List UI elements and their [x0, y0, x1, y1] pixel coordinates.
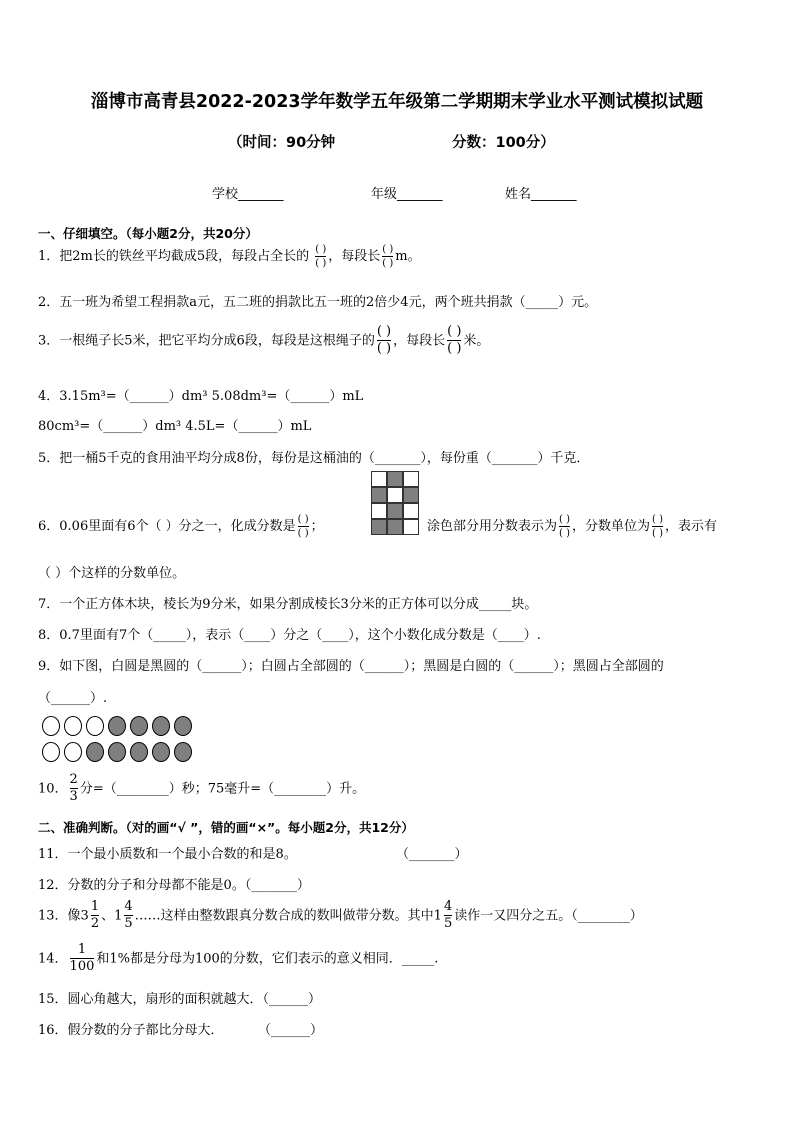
grid-cell-2-2: [403, 503, 419, 519]
question-12: 12．分数的分子和分母都不能是0。（_______）: [38, 878, 310, 893]
black-circle: [108, 742, 126, 762]
q6-text-d: ，表示有: [665, 519, 718, 534]
black-circle: [130, 742, 148, 762]
q6-fraction-3[interactable]: [652, 514, 663, 539]
q6-f1-den: ( ): [297, 528, 309, 539]
q10-text: 分=（________）秒；75毫升=（________）升。: [79, 781, 366, 797]
name-field[interactable]: 姓名_______: [505, 187, 577, 202]
grade-field[interactable]: 年级_______: [371, 187, 443, 202]
black-circle: [86, 742, 104, 762]
q14-text: 和1%都是分母为100的分数，它们表示的意义相同．_____.: [96, 951, 439, 967]
q3-fraction-1[interactable]: [377, 325, 391, 357]
grid-cell-3-1: [387, 519, 403, 535]
q1-text-a: 1．把2m长的铁丝平均截成5段，每段占全长的: [38, 249, 310, 264]
grid-cell-1-2: [403, 487, 419, 503]
q10-number: 10．: [38, 781, 68, 797]
white-circle: [42, 716, 60, 736]
q13-text-a: 13．像3: [38, 908, 89, 924]
q6-f2-den: ( ): [559, 528, 570, 539]
q3-f1-den: ( ): [376, 341, 392, 357]
question-6: 6．0.06里面有6个（ ）分之一，化成分数是 $\frac{( )}{( )}$ ；: [38, 514, 324, 539]
q13-f1-num: 1: [90, 899, 100, 914]
black-circle: [108, 716, 126, 736]
q3-text-c: 米。: [463, 333, 490, 349]
q3-f1-num: ( ): [376, 324, 392, 339]
question-5: 5．把一桶5千克的食用油平均分成8份，每份是这桶油的（_______），每份重（_______）千克．: [38, 451, 590, 466]
q1-fraction-2[interactable]: [382, 244, 393, 269]
q14-num: 1: [77, 942, 87, 957]
q6-f2-num: ( ): [559, 514, 570, 525]
score-label: 分数：100分）: [452, 135, 555, 151]
question-8: 8．0.7里面有7个（_____），表示（____）分之（____），这个小数化成分数是（____）.: [38, 628, 541, 643]
question-3: [38, 325, 489, 357]
q3-text-b: ，每段长: [393, 333, 446, 349]
grid-cell-2-0: [371, 503, 387, 519]
q13-f2-num: 4: [124, 899, 133, 914]
grid-cell-1-1: [387, 487, 403, 503]
question-7: 7．一个正方体木块，棱长为9分米，如果分割成棱长3分米的正方体可以分成_____块。: [38, 597, 538, 612]
q13-fraction-1: [91, 900, 99, 932]
black-circle: [174, 742, 192, 762]
q3-f2-den: ( ): [447, 341, 462, 357]
section-2-heading: 二、准确判断。（对的画“√ ”，错的画“×”。每小题2分，共12分）: [38, 820, 414, 835]
grid-cell-0-1: [387, 471, 403, 487]
q10-den: 3: [69, 789, 78, 805]
question-16: 16．假分数的分子都比分母大．: [38, 1023, 224, 1038]
q6-fraction-2[interactable]: [559, 514, 570, 539]
black-circle: [174, 716, 192, 736]
question-6-line2: （ ）个这样的分数单位。: [38, 566, 186, 581]
q1-f2-num: ( ): [382, 244, 394, 255]
school-field[interactable]: 学校_______: [212, 187, 284, 202]
q11-answer-blank[interactable]: （_______）: [396, 847, 468, 862]
q13-f3-den: 5: [443, 916, 453, 932]
grid-cell-3-0: [371, 519, 387, 535]
q6-text-a: 6．0.06里面有6个（ ）分之一，化成分数是: [38, 519, 296, 534]
q13-f2-den: 5: [124, 916, 133, 932]
q1-text-b: ，每段长: [328, 249, 381, 264]
q1-fraction-1[interactable]: [315, 244, 326, 269]
q3-fraction-2[interactable]: [447, 325, 461, 357]
question-13: [38, 900, 643, 932]
q13-f1-den: 2: [90, 916, 100, 932]
question-1: [38, 244, 421, 269]
q1-text-c: m。: [395, 249, 421, 264]
shaded-grid-figure: [371, 471, 419, 535]
black-circle: [152, 716, 170, 736]
white-circle: [64, 742, 82, 762]
white-circle: [42, 742, 60, 762]
question-6-part2: [427, 514, 717, 539]
question-11: 11．一个最小质数和一个最小合数的和是8。: [38, 847, 297, 862]
q13-fraction-3: [444, 900, 452, 932]
q10-fraction: [70, 773, 78, 805]
q6-text-b: 涂色部分用分数表示为: [427, 519, 558, 534]
page-title: 淄博市高青县2022-2023学年数学五年级第二学期期末学业水平测试模拟试题: [90, 92, 704, 112]
question-4a: 4．3.15m³=（______）dm³ 5.08dm³=（______）mL: [38, 389, 364, 404]
q6-f1-num: ( ): [297, 514, 309, 525]
time-label: （时间：90分钟: [228, 135, 336, 151]
grid-cell-0-0: [371, 471, 387, 487]
grid-cell-1-0: [371, 487, 387, 503]
q14-den: 100: [69, 959, 95, 975]
grid-cell-2-1: [387, 503, 403, 519]
q13-text-b: 、1: [101, 908, 123, 924]
q14-number: 14．: [38, 951, 68, 967]
q1-f1-den: ( ): [315, 258, 327, 269]
black-circle: [130, 716, 148, 736]
q14-fraction: [70, 943, 95, 975]
q10-num: 2: [69, 772, 78, 787]
q13-text-c: ……这样由整数跟真分数合成的数叫做带分数。其中1: [134, 908, 442, 924]
q1-f2-den: ( ): [382, 258, 394, 269]
white-circle: [64, 716, 82, 736]
question-9-line2: （______）.: [38, 691, 108, 706]
q1-f1-num: ( ): [315, 244, 327, 255]
question-14: [38, 943, 438, 975]
white-circle: [86, 716, 104, 736]
question-2: 2．五一班为希望工程捐款a元，五二班的捐款比五一班的2倍少4元，两个班共捐款（_____）元。: [38, 295, 598, 310]
black-circle: [152, 742, 170, 762]
question-10: [38, 773, 365, 805]
grid-cell-0-2: [403, 471, 419, 487]
q13-fraction-2: [124, 900, 132, 932]
section-1-heading: 一、仔细填空。（每小题2分，共20分）: [38, 226, 258, 241]
q6-f3-num: ( ): [652, 514, 663, 525]
q6-fraction-1[interactable]: [298, 514, 309, 539]
grid-cell-3-2: [403, 519, 419, 535]
q13-text-d: 读作一又四分之五。（________）: [454, 908, 643, 924]
q13-f3-num: 4: [443, 899, 453, 914]
question-9: 9．如下图，白圆是黑圆的（______）；白圆占全部圆的（______）；黑圆是白圆的（______）；黑圆占全部圆的: [38, 659, 664, 674]
q6-text-c: ，分数单位为: [572, 519, 651, 534]
q16-answer-blank[interactable]: （______）: [258, 1023, 324, 1038]
question-4b: 80cm³=（______）dm³ 4.5L=（______）mL: [38, 419, 312, 434]
question-15: 15．圆心角越大，扇形的面积就越大．（______）: [38, 992, 322, 1007]
q6-f3-den: ( ): [652, 528, 663, 539]
q3-f2-num: ( ): [447, 324, 462, 339]
q3-text-a: 3．一根绳子长5米，把它平均分成6段，每段是这根绳子的: [38, 333, 375, 349]
